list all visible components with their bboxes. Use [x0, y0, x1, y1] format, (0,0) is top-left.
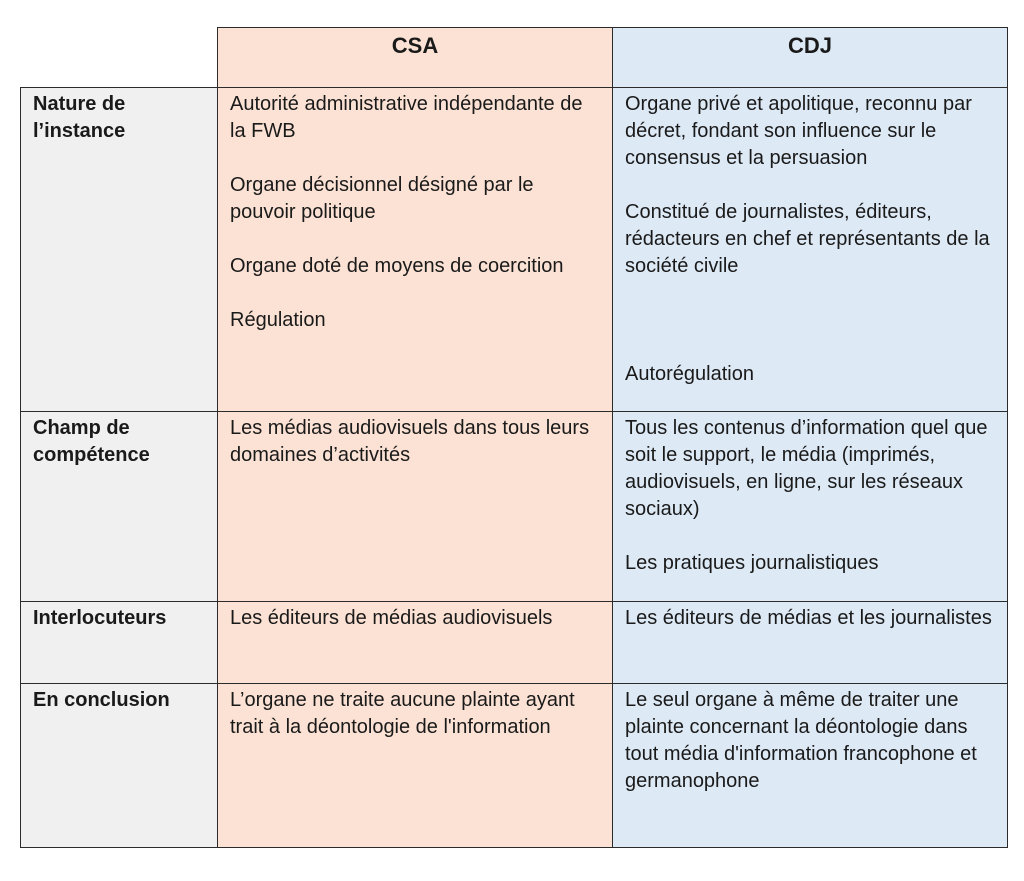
csa-nature-text-4: Régulation — [230, 309, 326, 331]
csa-inter-text-1: Les éditeurs de médias audiovisuels — [230, 607, 553, 629]
cdj-cell-nature — [613, 88, 1008, 412]
cdj-nature-text-2: Constitué de journalistes, éditeurs, rédacteurs en chef et représentants de la société civile — [625, 201, 990, 277]
table-row-champ — [21, 412, 1008, 602]
cdj-champ-text-1: Tous les contenus d’information quel que soit le support, le média (imprimés, audiovisuels, en ligne, sur les réseaux sociaux) — [625, 417, 988, 520]
csa-cell-interlocuteurs — [218, 602, 613, 684]
cdj-concl-text-1: Le seul organe à même de traiter une plainte concernant la déontologie dans tout média d'information francophone et germanophone — [625, 689, 977, 792]
cdj-inter-text-1: Les éditeurs de médias et les journalistes — [625, 607, 992, 629]
cdj-nature-text-3: Autorégulation — [625, 363, 754, 385]
csa-cell-champ — [218, 412, 613, 602]
csa-nature-text-3: Organe doté de moyens de coercition — [230, 255, 564, 277]
row-label-interlocuteurs: Interlocuteurs — [21, 602, 218, 684]
cdj-cell-interlocuteurs — [613, 602, 1008, 684]
header-cdj: CDJ — [613, 28, 1008, 88]
csa-cdj-comparison-table — [20, 27, 1008, 848]
csa-concl-text-1: L’organe ne traite aucune plainte ayant trait à la déontologie de l'information — [230, 689, 575, 738]
cdj-cell-champ — [613, 412, 1008, 602]
csa-champ-text-1: Les médias audiovisuels dans tous leurs domaines d’activités — [230, 417, 590, 466]
csa-cell-conclusion — [218, 684, 613, 848]
csa-nature-text-1: Autorité administrative indépendante de la FWB — [230, 93, 583, 142]
row-label-conclusion: En conclusion — [21, 684, 218, 848]
row-label-champ: Champ de compétence — [21, 412, 218, 602]
cdj-cell-conclusion — [613, 684, 1008, 848]
cdj-nature-text-1: Organe privé et apolitique, reconnu par décret, fondant son influence sur le consensus et la persuasion — [625, 93, 972, 169]
csa-nature-text-2: Organe décisionnel désigné par le pouvoir politique — [230, 174, 534, 223]
header-row — [21, 28, 1008, 88]
csa-cell-nature — [218, 88, 613, 412]
cdj-champ-text-2: Les pratiques journalistiques — [625, 552, 879, 574]
comparison-table-container — [20, 27, 1007, 848]
table-row-interlocuteurs — [21, 602, 1008, 684]
table-row-nature — [21, 88, 1008, 412]
table-row-conclusion — [21, 684, 1008, 848]
header-empty-cell — [21, 28, 218, 88]
row-label-nature: Nature de l’instance — [21, 88, 218, 412]
header-csa: CSA — [218, 28, 613, 88]
